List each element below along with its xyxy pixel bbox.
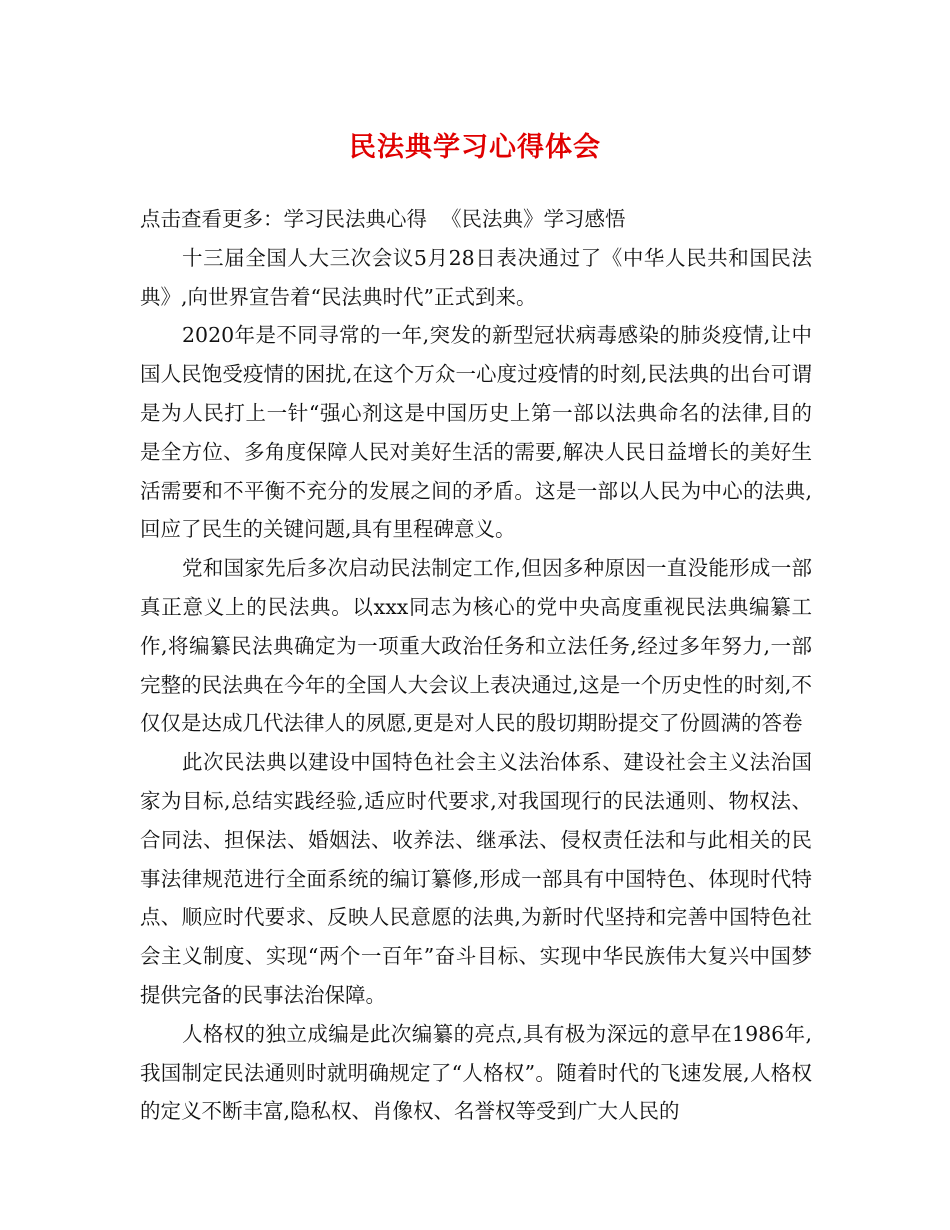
document-title: 民法典学习心得体会 [349,132,601,163]
related-prefix: 点击查看更多： [140,207,284,231]
paragraph-1: 十三届全国人大三次会议5月28日表决通过了《中华人民共和国民法典》,向世界宣告着“民法典时代”正式到来。 [140,245,812,309]
paragraph-3: 党和国家先后多次启动民法制定工作,但因多种原因一直没能形成一部真正意义上的民法典。以xxx同志为核心的党中央高度重视民法典编纂工作,将编纂民法典确定为一项重大政治任务和立法任务,经过多年努力,一部完整的民法典在今年的全国人大会议上表决通过,这是一个历史性的时刻,不仅仅是达成几代法律人的夙愿,更是对人民的殷切期盼提交了份圆满的答卷 [140,556,812,736]
paragraph-4: 此次民法典以建设中国特色社会主义法治体系、建设社会主义法治国家为目标,总结实践经验,适应时代要求,对我国现行的民法通则、物权法、合同法、担保法、婚姻法、收养法、继承法、侵权责任法和与此相关的民事法律规范进行全面系统的编订纂修,形成一部具有中国特色、体现时代特点、顺应时代要求、反映人民意愿的法典,为新时代坚持和完善中国特色社会主义制度、实现“两个一百年”奋斗目标、实现中华民族伟大复兴中国梦提供完备的民事法治保障。 [140,750,812,1007]
related-links [140,200,812,239]
related-link-study-notes[interactable]: 学习民法典心得 [283,207,427,231]
paragraph-5: 人格权的独立成编是此次编纂的亮点,具有极为深远的意早在1986年,我国制定民法通则时就明确规定了“人格权”。随着时代的飞速发展,人格权的定义不断丰富,隐私权、肖像权、名誉权等受到广大人民的 [140,1021,812,1124]
related-link-insights[interactable]: 《民法典》学习感悟 [441,207,626,231]
paragraph-2: 2020年是不同寻常的一年,突发的新型冠状病毒感染的肺炎疫情,让中国人民饱受疫情的困扰,在这个万众一心度过疫情的时刻,民法典的出台可谓是为人民打上一针“强心剂这是中国历史上第一部以法典命名的法律,目的是全方位、多角度保障人民对美好生活的需要,解决人民日益增长的美好生活需要和不平衡不充分的发展之间的矛盾。这是一部以人民为中心的法典,回应了民生的关键问题,具有里程碑意义。 [140,323,812,542]
document-body [140,200,812,1131]
